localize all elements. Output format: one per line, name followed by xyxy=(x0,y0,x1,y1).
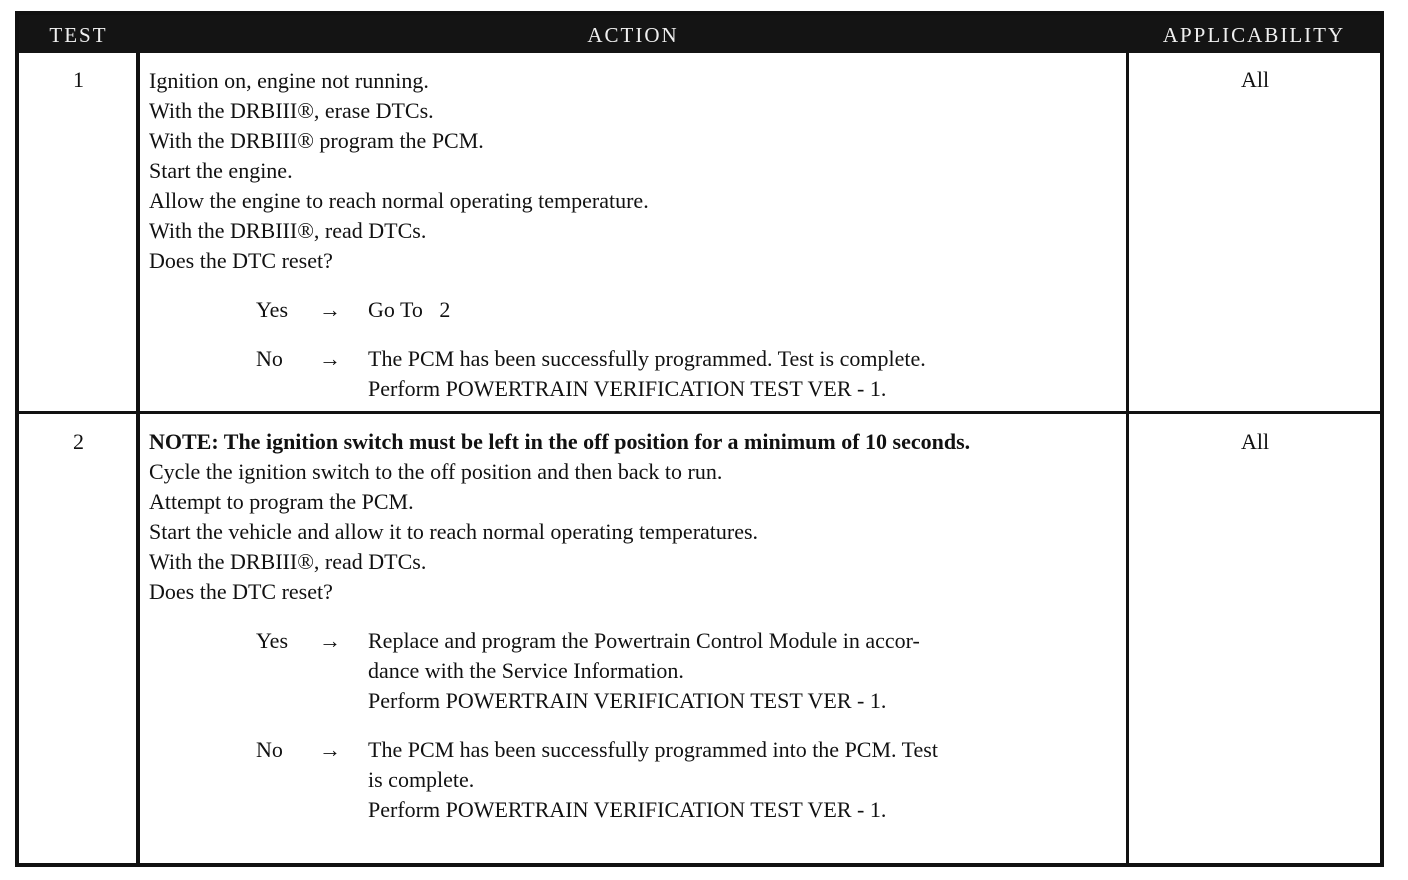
yes-answer xyxy=(149,295,1124,325)
no-result xyxy=(368,344,1124,404)
column-divider xyxy=(136,53,140,867)
step: Ignition on, engine not running. xyxy=(149,68,429,93)
step: With the DRBIII®, read DTCs. xyxy=(149,549,427,574)
result-line: dance with the Service Information. xyxy=(368,658,684,683)
test-number-2: 2 xyxy=(73,429,84,454)
result-line: Perform POWERTRAIN VERIFICATION TEST VER - 1. xyxy=(368,797,887,822)
no-label: No xyxy=(256,346,283,371)
yes-result xyxy=(368,626,1124,716)
arrow-right-icon: → xyxy=(319,628,341,653)
step: With the DRBIII® program the PCM. xyxy=(149,128,484,153)
action-cell-1 xyxy=(149,66,1124,423)
action-cell-2 xyxy=(149,427,1124,844)
no-label: No xyxy=(256,737,283,762)
result-line: The PCM has been successfully programmed into the PCM. Test xyxy=(368,737,938,762)
result-line: Perform POWERTRAIN VERIFICATION TEST VER - 1. xyxy=(368,688,887,713)
arrow-right-icon: → xyxy=(319,297,341,322)
header-action: ACTION xyxy=(587,23,679,47)
step: Start the vehicle and allow it to reach normal operating temperatures. xyxy=(149,519,759,544)
answers xyxy=(149,626,1124,825)
step: Allow the engine to reach normal operating temperature. xyxy=(149,188,649,213)
yes-result xyxy=(368,295,1124,325)
yes-answer xyxy=(149,626,1124,716)
step: Does the DTC reset? xyxy=(149,248,333,273)
no-result xyxy=(368,735,1124,825)
result-line: is complete. xyxy=(368,767,475,792)
applicability-2: All xyxy=(1240,429,1270,454)
no-answer xyxy=(149,735,1124,825)
yes-label: Yes xyxy=(256,628,289,653)
note-text: NOTE: The ignition switch must be left in the off position for a minimum of 10 seconds. xyxy=(149,429,971,454)
column-divider xyxy=(1126,53,1129,867)
arrow-right-icon: → xyxy=(319,737,341,762)
header-test: TEST xyxy=(49,23,108,47)
table-header xyxy=(19,15,1380,53)
step: With the DRBIII®, read DTCs. xyxy=(149,218,427,243)
test-number-1: 1 xyxy=(73,67,84,92)
header-applicability: APPLICABILITY xyxy=(1162,23,1346,47)
diagnostic-test-table xyxy=(15,11,1384,867)
goto-text: Go To xyxy=(368,297,423,322)
result-line: Perform POWERTRAIN VERIFICATION TEST VER - 1. xyxy=(368,376,887,401)
step: Cycle the ignition switch to the off position and then back to run. xyxy=(149,459,723,484)
result-line: Replace and program the Powertrain Control Module in accor- xyxy=(368,628,920,653)
step: Does the DTC reset? xyxy=(149,579,333,604)
step: Start the engine. xyxy=(149,158,293,183)
no-answer xyxy=(149,344,1124,404)
result-line: The PCM has been successfully programmed. Test is complete. xyxy=(368,346,926,371)
step: Attempt to program the PCM. xyxy=(149,489,414,514)
goto-target: 2 xyxy=(439,297,451,322)
answers xyxy=(149,295,1124,404)
step: With the DRBIII®, erase DTCs. xyxy=(149,98,434,123)
yes-label: Yes xyxy=(256,297,289,322)
arrow-right-icon: → xyxy=(319,346,341,371)
applicability-1: All xyxy=(1240,67,1270,92)
